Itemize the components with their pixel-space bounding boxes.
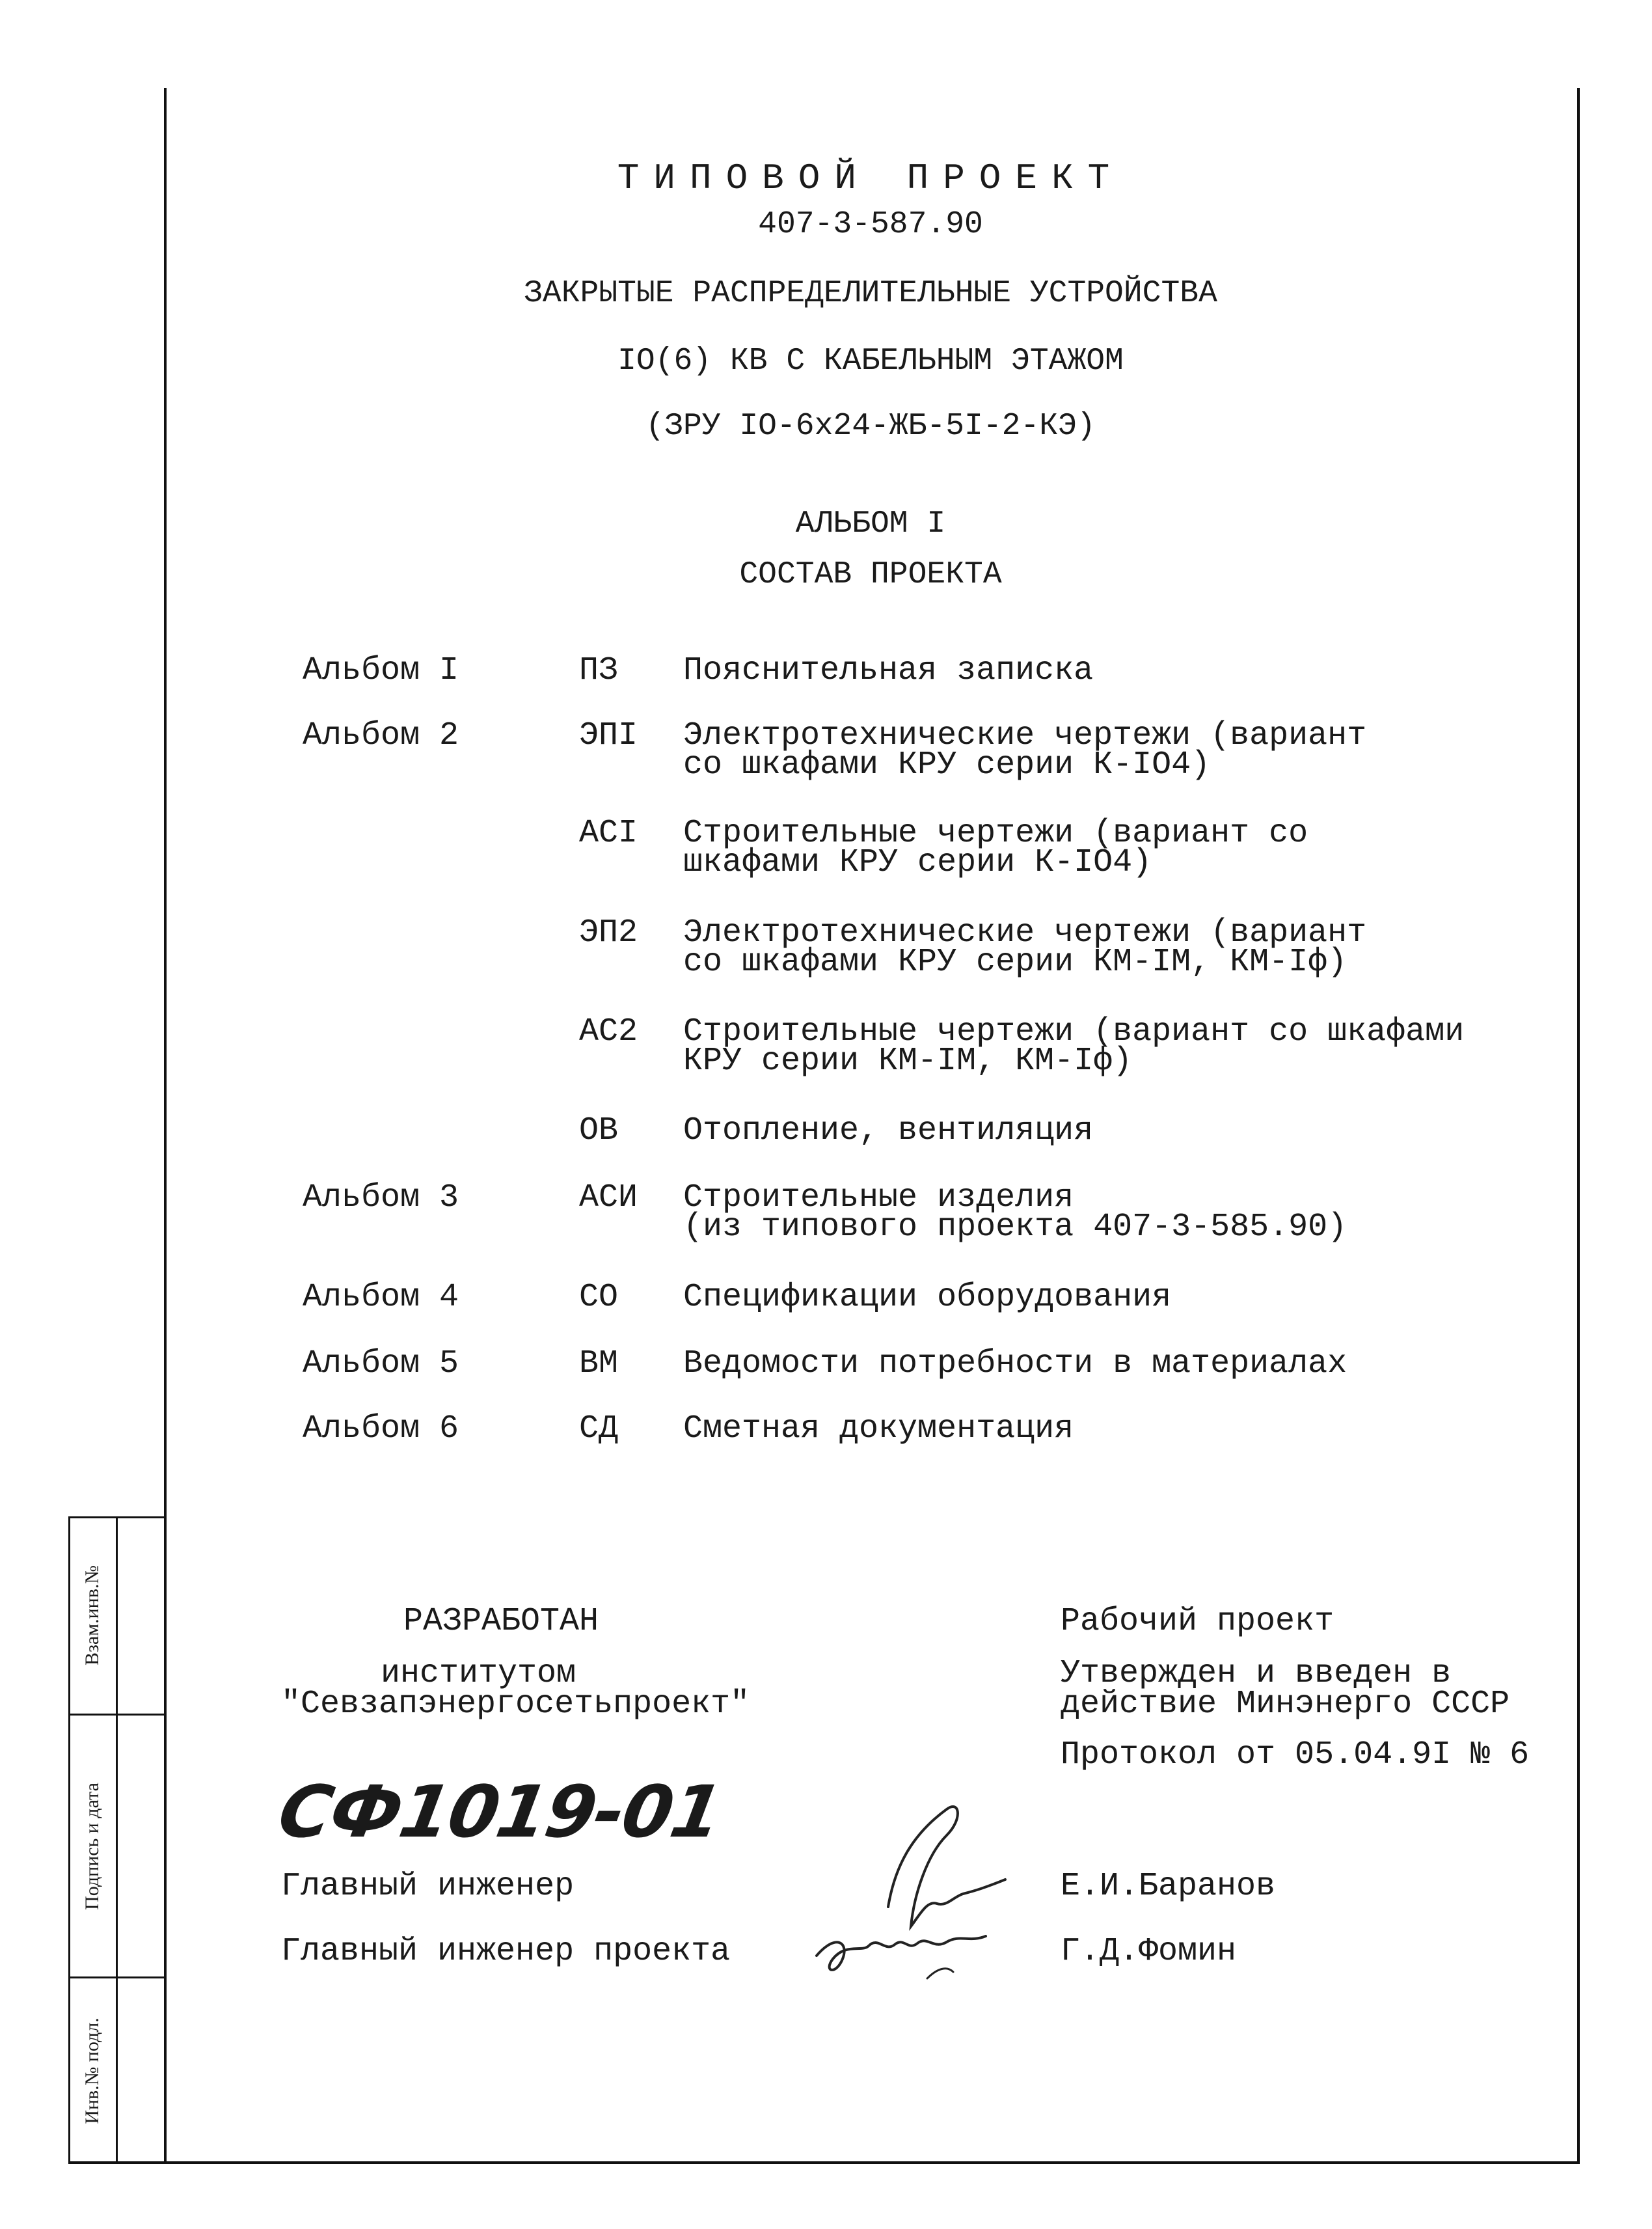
section-description: Сметная документация	[683, 1410, 1074, 1447]
section-description: (из типового проекта 407-3-585.90)	[683, 1209, 1347, 1246]
section-code: СД	[579, 1410, 619, 1447]
signature-name: Е.И.Баранов	[1061, 1868, 1276, 1905]
developer-line-1: институтом	[381, 1655, 576, 1692]
album-label: Альбом I	[303, 652, 459, 689]
stamp-cell-replacement: Взам.инв.№	[81, 1565, 103, 1666]
section-description: Электротехнические чертежи (вариант	[683, 717, 1367, 754]
section-code: ОВ	[579, 1112, 619, 1149]
section-description: КРУ серии КМ-IМ, КМ-Iф)	[683, 1043, 1133, 1080]
signature-graphic	[797, 1783, 1044, 1991]
section-description: Строительные чертежи (вариант со	[683, 815, 1308, 852]
section-description: Строительные чертежи (вариант со шкафами	[683, 1013, 1465, 1050]
section-description: Отопление, вентиляция	[683, 1112, 1094, 1149]
project-number: 407-3-587.90	[758, 207, 983, 242]
section-code: ЭП2	[579, 914, 638, 951]
section-title: СОСТАВ ПРОЕКТА	[739, 557, 1002, 592]
album-label: Альбом 5	[303, 1345, 459, 1382]
signature-name: Г.Д.Фомин	[1061, 1933, 1237, 1970]
section-description: со шкафами КРУ серии К-IO4)	[683, 746, 1211, 784]
stamp-divider	[68, 1714, 166, 1716]
section-description: со шкафами КРУ серии КМ-IМ, КМ-Iф)	[683, 944, 1347, 981]
section-description: Ведомости потребности в материалах	[683, 1345, 1347, 1382]
approval-protocol: Протокол от 05.04.9I № 6	[1061, 1736, 1530, 1773]
section-description: Спецификации оборудования	[683, 1279, 1172, 1316]
signature-role: Главный инженер	[281, 1868, 575, 1905]
developer-organization: "Севзапэнергосетьпроект"	[281, 1686, 750, 1723]
section-description: Строительные изделия	[683, 1179, 1074, 1216]
frame-bottom-border	[68, 2161, 1580, 2164]
album-label: Альбом 3	[303, 1179, 459, 1216]
title-line-1: ЗАКРЫТЫЕ РАСПРЕДЕЛИТЕЛЬНЫЕ УСТРОЙСТВА	[524, 276, 1217, 311]
stamp-divider	[116, 1516, 118, 2164]
section-code: ЭПI	[579, 717, 638, 754]
section-code: ПЗ	[579, 652, 619, 689]
approval-line-3: действие Минэнерго СССР	[1061, 1686, 1510, 1723]
title-line-3: (ЗРУ IO-6х24-ЖБ-5I-2-КЭ)	[645, 409, 1096, 444]
album-label: Альбом 4	[303, 1279, 459, 1316]
section-description: шкафами КРУ серии К-IO4)	[683, 844, 1152, 881]
document-series: ТИПОВОЙ ПРОЕКТ	[617, 157, 1124, 199]
stamp-cell-signature-date: Подпись и дата	[81, 1783, 103, 1910]
frame-right-border	[1577, 88, 1580, 2164]
section-description: Электротехнические чертежи (вариант	[683, 914, 1367, 951]
section-code: СО	[579, 1279, 619, 1316]
handwritten-code: СФ1019-01	[272, 1770, 727, 1853]
title-line-2: IO(6) КВ С КАБЕЛЬНЫМ ЭТАЖОМ	[617, 344, 1124, 379]
album-label: Альбом 6	[303, 1410, 459, 1447]
section-code: ВМ	[579, 1345, 619, 1382]
signature-role: Главный инженер проекта	[281, 1933, 731, 1970]
album-title: АЛЬБОМ I	[795, 506, 946, 541]
stamp-cell-inventory: Инв.№ подл.	[81, 2017, 103, 2124]
section-description: Пояснительная записка	[683, 652, 1094, 689]
approval-line-2: Утвержден и введен в	[1061, 1655, 1452, 1692]
developer-heading: РАЗРАБОТАН	[403, 1603, 599, 1640]
section-code: АСI	[579, 815, 638, 852]
album-label: Альбом 2	[303, 717, 459, 754]
section-code: АС2	[579, 1013, 638, 1050]
section-code: АСИ	[579, 1179, 638, 1216]
approval-line-1: Рабочий проект	[1061, 1603, 1334, 1640]
